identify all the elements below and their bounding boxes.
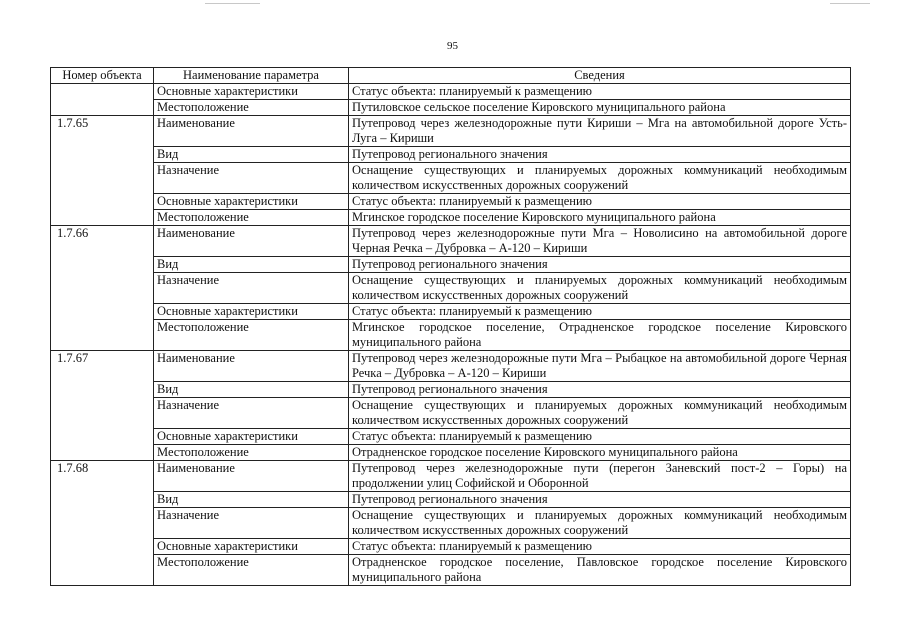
- table-row: [51, 398, 851, 429]
- cell-object-number: [51, 84, 154, 116]
- table-row: [51, 163, 851, 194]
- table-row: [51, 382, 851, 398]
- table-row: [51, 555, 851, 586]
- cell-parameter-name: Основные характеристики: [154, 539, 349, 555]
- cell-object-number: 1.7.66: [51, 226, 154, 351]
- table-row: [51, 194, 851, 210]
- cell-details: Путепровод регионального значения: [349, 147, 851, 163]
- cell-details: Отрадненское городское поселение, Павловское городское поселение Кировского муниципального района: [349, 555, 851, 586]
- cell-parameter-name: Вид: [154, 147, 349, 163]
- scan-artifact-line: [205, 3, 260, 4]
- cell-details: Путепровод через железнодорожные пути Мга – Новолисино на автомобильной дороге Черная Речка – Дубровка – А-120 – Кириши: [349, 226, 851, 257]
- cell-details: Путепровод регионального значения: [349, 257, 851, 273]
- cell-parameter-name: Вид: [154, 382, 349, 398]
- cell-details: Путепровод через железнодорожные пути (перегон Заневский пост-2 – Горы) на продолжении улиц Софийской и Оборонной: [349, 461, 851, 492]
- cell-object-number: 1.7.67: [51, 351, 154, 461]
- cell-details: Статус объекта: планируемый к размещению: [349, 539, 851, 555]
- header-parameter-name: Наименование параметра: [154, 68, 349, 84]
- table-body: [51, 84, 851, 586]
- cell-details: Путепровод через железнодорожные пути Мга – Рыбацкое на автомобильной дороге Черная Речка – Дубровка – А-120 – Кириши: [349, 351, 851, 382]
- objects-table: [50, 67, 851, 586]
- cell-parameter-name: Основные характеристики: [154, 84, 349, 100]
- cell-parameter-name: Местоположение: [154, 445, 349, 461]
- table-row: [51, 445, 851, 461]
- cell-details: Статус объекта: планируемый к размещению: [349, 429, 851, 445]
- cell-parameter-name: Наименование: [154, 226, 349, 257]
- page-number: 95: [447, 40, 458, 52]
- cell-object-number: 1.7.65: [51, 116, 154, 226]
- table-row: [51, 304, 851, 320]
- table-row: [51, 492, 851, 508]
- cell-details: Мгинское городское поселение, Отрадненское городское поселение Кировского муниципального района: [349, 320, 851, 351]
- cell-parameter-name: Наименование: [154, 351, 349, 382]
- table-header-row: [51, 68, 851, 84]
- cell-parameter-name: Вид: [154, 492, 349, 508]
- table-row: [51, 273, 851, 304]
- header-details: Сведения: [349, 68, 851, 84]
- cell-parameter-name: Назначение: [154, 398, 349, 429]
- table-row: [51, 226, 851, 257]
- table-row: [51, 320, 851, 351]
- cell-details: Оснащение существующих и планируемых дорожных коммуникаций необходимым количеством искусственных дорожных сооружений: [349, 163, 851, 194]
- cell-parameter-name: Наименование: [154, 116, 349, 147]
- table-row: [51, 539, 851, 555]
- table-row: [51, 351, 851, 382]
- cell-details: Путепровод через железнодорожные пути Кириши – Мга на автомобильной дороге Усть-Луга – Кириши: [349, 116, 851, 147]
- cell-parameter-name: Местоположение: [154, 210, 349, 226]
- cell-parameter-name: Назначение: [154, 163, 349, 194]
- scan-artifact-line: [830, 3, 870, 4]
- cell-details: Статус объекта: планируемый к размещению: [349, 304, 851, 320]
- cell-details: Путиловское сельское поселение Кировского муниципального района: [349, 100, 851, 116]
- cell-parameter-name: Назначение: [154, 508, 349, 539]
- cell-parameter-name: Назначение: [154, 273, 349, 304]
- cell-parameter-name: Основные характеристики: [154, 304, 349, 320]
- table-row: [51, 84, 851, 100]
- cell-details: Оснащение существующих и планируемых дорожных коммуникаций необходимым количеством искусственных дорожных сооружений: [349, 273, 851, 304]
- cell-object-number: 1.7.68: [51, 461, 154, 586]
- cell-parameter-name: Наименование: [154, 461, 349, 492]
- cell-details: Отрадненское городское поселение Кировского муниципального района: [349, 445, 851, 461]
- cell-details: Путепровод регионального значения: [349, 492, 851, 508]
- cell-parameter-name: Местоположение: [154, 320, 349, 351]
- table-row: [51, 100, 851, 116]
- cell-parameter-name: Вид: [154, 257, 349, 273]
- cell-details: Статус объекта: планируемый к размещению: [349, 194, 851, 210]
- cell-details: Мгинское городское поселение Кировского муниципального района: [349, 210, 851, 226]
- cell-details: Путепровод регионального значения: [349, 382, 851, 398]
- cell-parameter-name: Основные характеристики: [154, 194, 349, 210]
- cell-parameter-name: Местоположение: [154, 100, 349, 116]
- cell-details: Статус объекта: планируемый к размещению: [349, 84, 851, 100]
- table-row: [51, 116, 851, 147]
- table-row: [51, 429, 851, 445]
- cell-parameter-name: Основные характеристики: [154, 429, 349, 445]
- table-row: [51, 508, 851, 539]
- table-row: [51, 147, 851, 163]
- table-row: [51, 210, 851, 226]
- header-object-number: Номер объекта: [51, 68, 154, 84]
- cell-details: Оснащение существующих и планируемых дорожных коммуникаций необходимым количеством искусственных дорожных сооружений: [349, 398, 851, 429]
- cell-details: Оснащение существующих и планируемых дорожных коммуникаций необходимым количеством искусственных дорожных сооружений: [349, 508, 851, 539]
- cell-parameter-name: Местоположение: [154, 555, 349, 586]
- table-row: [51, 461, 851, 492]
- table-row: [51, 257, 851, 273]
